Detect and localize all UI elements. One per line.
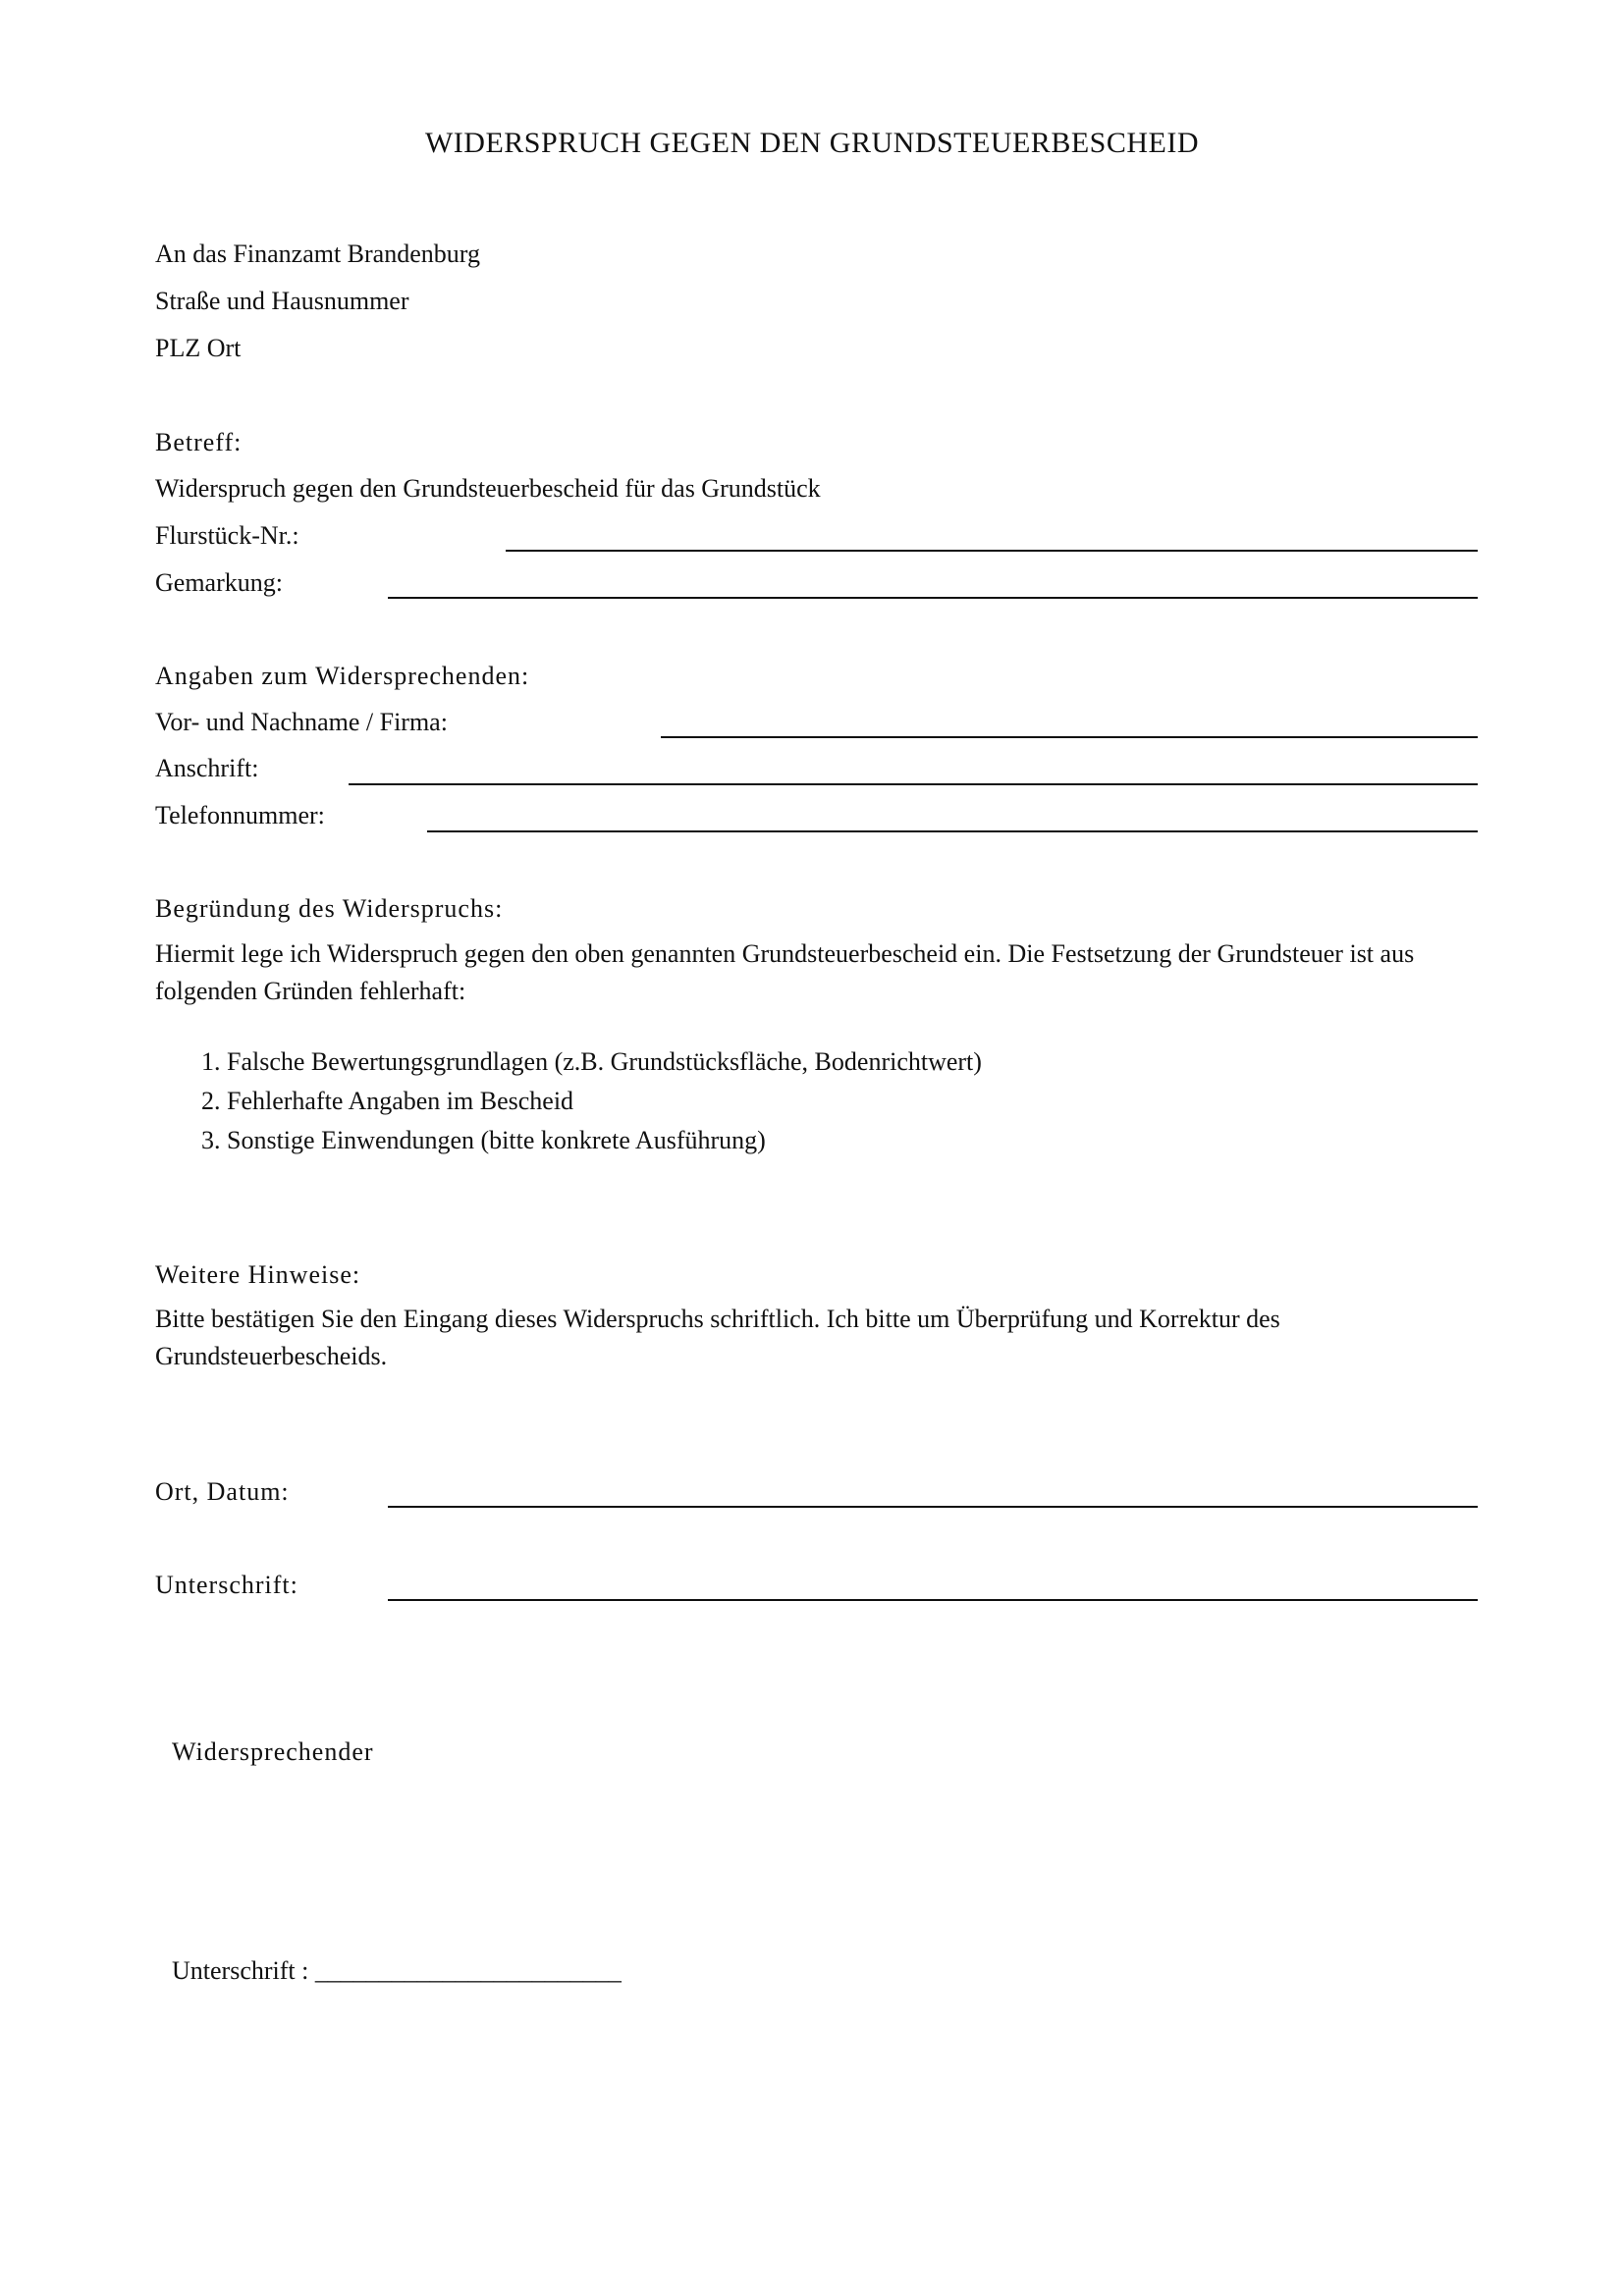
hinweise-heading: Weitere Hinweise: (155, 1260, 361, 1289)
document-title: WIDERSPRUCH GEGEN DEN GRUNDSTEUERBESCHEID (424, 127, 1199, 159)
gemarkung-input-line[interactable] (388, 597, 1478, 599)
recipient-line-1: An das Finanzamt Brandenburg (155, 240, 480, 268)
telefon-input-line[interactable] (427, 830, 1478, 832)
anschrift-label: Anschrift: (155, 754, 259, 782)
name-input-line[interactable] (661, 736, 1478, 738)
reason-item-1: 1. Falsche Bewertungsgrundlagen (z.B. Grundstücksfläche, Bodenrichtwert) (201, 1047, 982, 1076)
betreff-heading: Betreff: (155, 428, 243, 456)
begruendung-text: Hiermit lege ich Widerspruch gegen den oben genannten Grundsteuerbescheid ein. Die Festsetzung der Grundsteuer ist aus folgenden Gründen fehlerhaft: (155, 939, 1415, 1005)
anschrift-input-line[interactable] (349, 783, 1478, 785)
telefon-label: Telefonnummer: (155, 801, 325, 829)
betreff-text: Widerspruch gegen den Grundsteuerbescheid für das Grundstück (155, 474, 821, 503)
ort-datum-label: Ort, Datum: (155, 1477, 290, 1506)
recipient-line-3: PLZ Ort (155, 334, 242, 362)
final-signature-line: Unterschrift : ________________________ (172, 1956, 622, 1985)
flurstueck-input-line[interactable] (506, 550, 1478, 552)
recipient-line-2: Straße und Hausnummer (155, 287, 409, 315)
begruendung-heading: Begründung des Widerspruchs: (155, 894, 504, 923)
name-label: Vor- und Nachname / Firma: (155, 708, 448, 736)
hinweise-text: Bitte bestätigen Sie den Eingang dieses Widerspruchs schriftlich. Ich bitte um Überprüfung und Korrektur des Grundsteuerbescheids. (155, 1305, 1280, 1370)
reason-item-2: 2. Fehlerhafte Angaben im Bescheid (201, 1087, 574, 1115)
reason-item-3: 3. Sonstige Einwendungen (bitte konkrete Ausführung) (201, 1126, 766, 1154)
widersprechender-label: Widersprechender (172, 1737, 374, 1766)
unterschrift-label: Unterschrift: (155, 1571, 298, 1599)
gemarkung-label: Gemarkung: (155, 568, 283, 597)
ort-datum-input-line[interactable] (388, 1506, 1478, 1508)
flurstueck-label: Flurstück-Nr.: (155, 521, 299, 550)
unterschrift-input-line[interactable] (388, 1599, 1478, 1601)
angaben-heading: Angaben zum Widersprechenden: (155, 662, 530, 690)
